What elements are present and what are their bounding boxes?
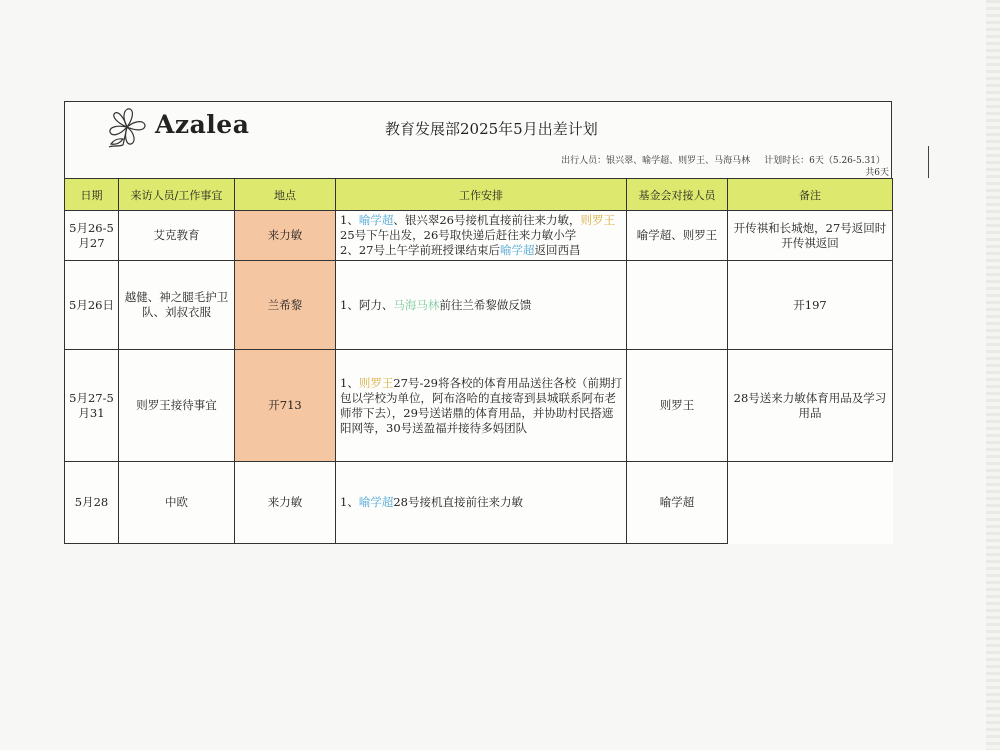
table-row bbox=[65, 261, 893, 350]
cell-location: 来力敏 bbox=[235, 211, 336, 261]
cell-date: 5月26日 bbox=[65, 261, 119, 350]
cell-note: 开传祺和长城炮，27号返回时开传祺返回 bbox=[728, 211, 893, 261]
plan-person: 喻学超 bbox=[499, 243, 535, 257]
plan-text: 25号下午出发，26号取快递后赶往来力敏小学 bbox=[340, 228, 577, 242]
cell-plan bbox=[336, 350, 627, 462]
azalea-flower-icon bbox=[103, 105, 151, 149]
cell-visitor: 越健、神之腿毛护卫队、刘叔衣服 bbox=[119, 261, 235, 350]
column-header-date: 日期 bbox=[65, 179, 119, 211]
column-header-plan: 工作安排 bbox=[336, 179, 627, 211]
sheet-header bbox=[64, 101, 892, 178]
travelers-text: 出行人员：银兴翠、喻学超、则罗王、马海马林 bbox=[561, 156, 751, 166]
total-days: 共6天 bbox=[865, 168, 889, 178]
cell-visitor: 中欧 bbox=[119, 462, 235, 544]
plan-text: 1、 bbox=[340, 495, 359, 509]
table-header-row bbox=[65, 179, 893, 211]
scan-mark bbox=[928, 146, 929, 178]
cell-location: 开713 bbox=[235, 350, 336, 462]
cell-contact: 则罗王 bbox=[627, 350, 728, 462]
plan-text: 2、27号上午学前班授课结束后 bbox=[340, 243, 500, 257]
scan-edge bbox=[986, 0, 1000, 750]
column-header-visitor: 来访人员/工作事宜 bbox=[119, 179, 235, 211]
cell-location: 兰希黎 bbox=[235, 261, 336, 350]
cell-location: 来力敏 bbox=[235, 462, 336, 544]
column-header-contact: 基金会对接人员 bbox=[627, 179, 728, 211]
cell-contact: 喻学超 bbox=[627, 462, 728, 544]
table-row bbox=[65, 211, 893, 261]
cell-visitor: 艾克教育 bbox=[119, 211, 235, 261]
plan-person: 则罗王 bbox=[580, 213, 615, 227]
cell-contact bbox=[627, 261, 728, 350]
table-row bbox=[65, 350, 893, 462]
brand-name: Azalea bbox=[155, 110, 250, 139]
plan-text: 、银兴翠26号接机直接前往来力敏， bbox=[393, 213, 581, 227]
cell-note: 开197 bbox=[728, 261, 893, 350]
plan-person: 喻学超 bbox=[358, 495, 394, 509]
cell-date: 5月26-5月27 bbox=[65, 211, 119, 261]
plan-sheet bbox=[64, 101, 892, 544]
plan-person: 则罗王 bbox=[358, 375, 394, 390]
cell-plan bbox=[336, 261, 627, 350]
cell-visitor: 则罗王接待事宜 bbox=[119, 350, 235, 462]
cell-date: 5月28 bbox=[65, 462, 119, 544]
cell-contact: 喻学超、则罗王 bbox=[627, 211, 728, 261]
cell-note bbox=[728, 462, 893, 544]
plan-text: 1、 bbox=[340, 375, 359, 390]
plan-person: 马海马林 bbox=[393, 297, 440, 312]
cell-note: 28号送来力敏体育用品及学习用品 bbox=[728, 350, 893, 462]
column-header-location: 地点 bbox=[235, 179, 336, 211]
plan-text: 返回西昌 bbox=[534, 243, 581, 257]
table-row bbox=[65, 462, 893, 544]
page-title: 教育发展部2025年5月出差计划 bbox=[385, 120, 598, 138]
plan-text: 1、 bbox=[340, 213, 359, 227]
duration-text: 计划时长：6天（5.26-5.31） bbox=[764, 156, 885, 166]
cell-plan bbox=[336, 462, 627, 544]
cell-plan bbox=[336, 211, 627, 261]
schedule-table bbox=[64, 178, 893, 544]
trip-meta bbox=[561, 153, 885, 166]
plan-person: 喻学超 bbox=[358, 213, 394, 227]
plan-text: 28号接机直接前往来力敏 bbox=[393, 495, 523, 509]
plan-text: 27号-29将各校的体育用品送往各校（前期打包以学校为单位，阿布洛哈的直接寄到县城联系阿布老师带下去），29号送诺鼎的体育用品，并协助村民搭遮阳网等，30号送盈福并接待多妈团队 bbox=[340, 375, 622, 435]
plan-text: 1、阿力、 bbox=[340, 297, 394, 312]
cell-date: 5月27-5月31 bbox=[65, 350, 119, 462]
plan-text: 前往兰希黎做反馈 bbox=[439, 297, 532, 312]
column-header-note: 备注 bbox=[728, 179, 893, 211]
